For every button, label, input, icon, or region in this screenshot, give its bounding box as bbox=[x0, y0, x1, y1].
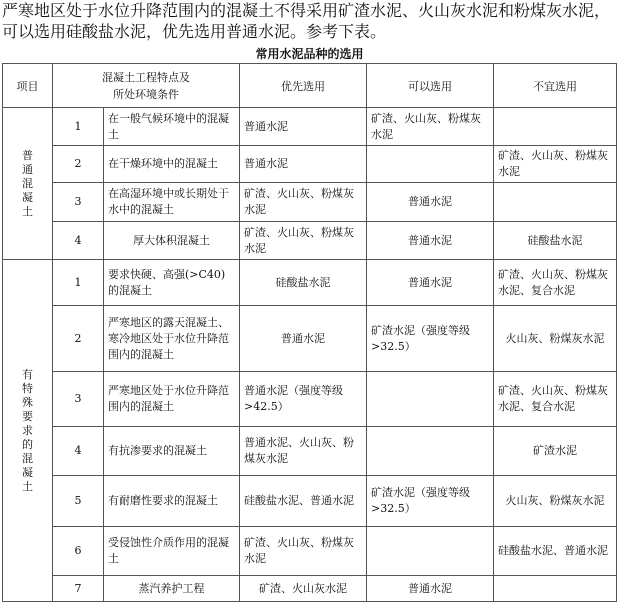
row-feature: 在干燥环境中的混凝土 bbox=[104, 146, 240, 183]
table-title: 常用水泥品种的选用 bbox=[255, 47, 364, 61]
table-row bbox=[3, 306, 617, 372]
row-preferred: 矿渣、火山灰、粉煤灰水泥 bbox=[240, 527, 367, 576]
row-preferred: 普通水泥（强度等级>42.5） bbox=[240, 372, 367, 427]
header-item: 项目 bbox=[3, 64, 53, 108]
row-feature: 蒸汽养护工程 bbox=[104, 576, 240, 602]
row-feature: 严寒地区处于水位升降范围内的混凝土 bbox=[104, 372, 240, 427]
row-unsuitable: 矿渣水泥 bbox=[494, 427, 617, 476]
row-number: 1 bbox=[53, 108, 104, 146]
row-feature: 要求快硬、高强(>C40)的混凝土 bbox=[104, 260, 240, 306]
row-usable bbox=[367, 372, 494, 427]
row-unsuitable: 矿渣、火山灰、粉煤灰水泥、复合水泥 bbox=[494, 372, 617, 427]
table-row bbox=[3, 576, 617, 602]
header-usable: 可以选用 bbox=[367, 64, 494, 108]
row-number: 3 bbox=[53, 372, 104, 427]
row-number: 4 bbox=[53, 222, 104, 260]
row-usable: 普通水泥 bbox=[367, 576, 494, 602]
row-feature: 严寒地区的露天混凝土、寒冷地区处于水位升降范围内的混凝土 bbox=[104, 306, 240, 372]
row-usable: 矿渣水泥（强度等级>32.5） bbox=[367, 476, 494, 527]
row-number: 4 bbox=[53, 427, 104, 476]
row-preferred: 矿渣、火山灰、粉煤灰水泥 bbox=[240, 222, 367, 260]
table-row bbox=[3, 476, 617, 527]
row-unsuitable: 硅酸盐水泥、普通水泥 bbox=[494, 527, 617, 576]
row-preferred: 硅酸盐水泥、普通水泥 bbox=[240, 476, 367, 527]
row-usable bbox=[367, 427, 494, 476]
cement-selection-table bbox=[2, 63, 617, 602]
row-usable: 矿渣、火山灰、粉煤灰水泥 bbox=[367, 108, 494, 146]
intro-paragraph: 严寒地区处于水位升降范围内的混凝土不得采用矿渣水泥、火山灰水泥和粉煤灰水泥，可以选用硅酸盐水泥，优先选用普通水泥。参考下表。 bbox=[2, 1, 611, 41]
row-feature: 有抗渗要求的混凝土 bbox=[104, 427, 240, 476]
table-row bbox=[3, 108, 617, 146]
row-feature: 有耐磨性要求的混凝土 bbox=[104, 476, 240, 527]
row-feature: 受侵蚀性介质作用的混凝土 bbox=[104, 527, 240, 576]
row-unsuitable bbox=[494, 183, 617, 222]
row-preferred: 普通水泥、火山灰、粉煤灰水泥 bbox=[240, 427, 367, 476]
row-preferred: 矿渣、火山灰、粉煤灰水泥 bbox=[240, 183, 367, 222]
row-unsuitable: 火山灰、粉煤灰水泥 bbox=[494, 306, 617, 372]
table-row bbox=[3, 372, 617, 427]
row-unsuitable: 火山灰、粉煤灰水泥 bbox=[494, 476, 617, 527]
row-unsuitable: 硅酸盐水泥 bbox=[494, 222, 617, 260]
table-row bbox=[3, 527, 617, 576]
group-label-ordinary: 普通混凝土 bbox=[3, 108, 53, 260]
row-feature: 厚大体积混凝土 bbox=[104, 222, 240, 260]
row-preferred: 普通水泥 bbox=[240, 146, 367, 183]
row-usable bbox=[367, 146, 494, 183]
row-number: 2 bbox=[53, 306, 104, 372]
row-usable: 普通水泥 bbox=[367, 260, 494, 306]
row-preferred: 普通水泥 bbox=[240, 306, 367, 372]
row-feature: 在高湿环境中或长期处于水中的混凝土 bbox=[104, 183, 240, 222]
row-usable bbox=[367, 527, 494, 576]
row-number: 1 bbox=[53, 260, 104, 306]
row-number: 2 bbox=[53, 146, 104, 183]
row-number: 6 bbox=[53, 527, 104, 576]
header-row bbox=[3, 64, 617, 108]
header-preferred: 优先选用 bbox=[240, 64, 367, 108]
row-number: 3 bbox=[53, 183, 104, 222]
row-usable: 普通水泥 bbox=[367, 222, 494, 260]
row-number: 5 bbox=[53, 476, 104, 527]
table-row bbox=[3, 427, 617, 476]
header-feature: 混凝土工程特点及 所处环境条件 bbox=[53, 64, 240, 108]
row-preferred: 矿渣、火山灰水泥 bbox=[240, 576, 367, 602]
group-label-special: 有特殊要求的混凝土 bbox=[3, 260, 53, 602]
row-unsuitable bbox=[494, 108, 617, 146]
header-unsuitable: 不宜选用 bbox=[494, 64, 617, 108]
row-preferred: 普通水泥 bbox=[240, 108, 367, 146]
row-unsuitable: 矿渣、火山灰、粉煤灰水泥、复合水泥 bbox=[494, 260, 617, 306]
row-preferred: 硅酸盐水泥 bbox=[240, 260, 367, 306]
table-row bbox=[3, 260, 617, 306]
row-unsuitable bbox=[494, 576, 617, 602]
table-row bbox=[3, 183, 617, 222]
row-unsuitable: 矿渣、火山灰、粉煤灰水泥 bbox=[494, 146, 617, 183]
table-row bbox=[3, 146, 617, 183]
row-number: 7 bbox=[53, 576, 104, 602]
table-row bbox=[3, 222, 617, 260]
row-feature: 在一般气候环境中的混凝土 bbox=[104, 108, 240, 146]
row-usable: 矿渣水泥（强度等级>32.5） bbox=[367, 306, 494, 372]
row-usable: 普通水泥 bbox=[367, 183, 494, 222]
